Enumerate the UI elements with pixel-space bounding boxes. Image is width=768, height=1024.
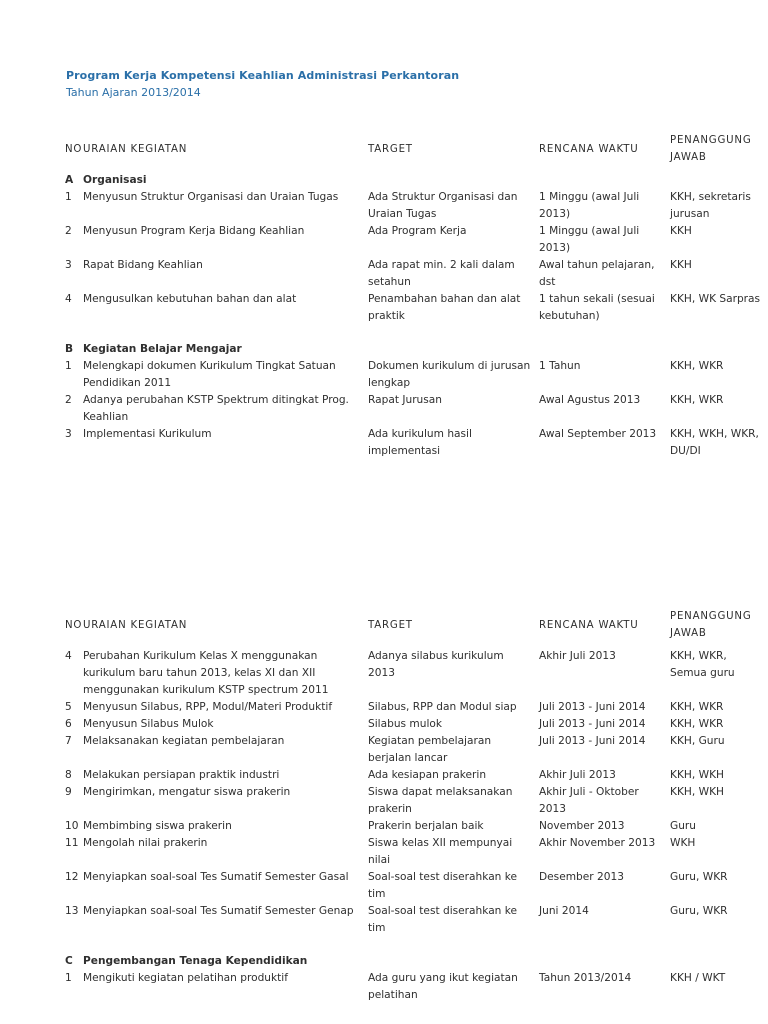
row-waktu: 1 Minggu (awal Juli 2013) (539, 191, 640, 220)
header-no: NO (65, 619, 83, 631)
row-pj: KKH / WKT (670, 972, 726, 984)
row-waktu: Awal September 2013 (539, 428, 657, 440)
document-subtitle: Tahun Ajaran 2013/2014 (66, 86, 201, 99)
table-header-row (61, 608, 767, 648)
row-uraian: Mengolah nilai prakerin (83, 837, 208, 849)
row-target: Adanya silabus kurikulum 2013 (368, 650, 504, 679)
document-title: Program Kerja Kompetensi Keahlian Administrasi Perkantoran (66, 69, 460, 82)
row-no: 13 (65, 905, 79, 917)
row-target: Ada guru yang ikut kegiatan pelatihan (368, 972, 518, 1001)
header-waktu: RENCANA WAKTU (539, 619, 639, 631)
row-waktu: Awal tahun pelajaran, dst (539, 259, 655, 288)
row-target: Penambahan bahan dan alat praktik (368, 293, 521, 322)
table-row (61, 223, 767, 257)
row-pj: KKH, WKR (670, 718, 724, 730)
row-waktu: 1 tahun sekali (sesuai kebutuhan) (539, 293, 655, 322)
header-penanggung-jawab: PENANGGUNG JAWAB (670, 611, 752, 639)
work-program-table-1 (61, 132, 767, 460)
row-target: Ada kurikulum hasil implementasi (368, 428, 472, 457)
section-letter: C (65, 955, 73, 967)
table-row (61, 733, 767, 767)
row-waktu: Akhir Juli 2013 (539, 650, 616, 662)
row-target: Silabus, RPP dan Modul siap (368, 701, 517, 713)
row-pj: KKH, WKH (670, 786, 724, 798)
row-waktu: Juli 2013 - Juni 2014 (539, 718, 646, 730)
row-target: Ada rapat min. 2 kali dalam setahun (368, 259, 515, 288)
section-title: Pengembangan Tenaga Kependidikan (83, 955, 308, 967)
row-waktu: Juli 2013 - Juni 2014 (539, 701, 646, 713)
row-no: 12 (65, 871, 79, 883)
table-row (61, 291, 767, 325)
row-target: Kegiatan pembelajaran berjalan lancar (368, 735, 492, 764)
row-target: Soal-soal test diserahkan ke tim (368, 905, 518, 934)
section-letter: A (65, 174, 74, 186)
row-target: Soal-soal test diserahkan ke tim (368, 871, 518, 900)
table-row (61, 716, 767, 733)
section-letter: B (65, 343, 74, 355)
table-row (61, 970, 767, 1004)
row-pj: KKH, WKH (670, 769, 724, 781)
row-pj: Guru (670, 820, 696, 832)
section-row-b (61, 341, 767, 358)
header-waktu: RENCANA WAKTU (539, 143, 639, 155)
row-pj: KKH, WKH, WKR, DU/DI (670, 428, 759, 457)
row-target: Rapat Jurusan (368, 394, 442, 406)
row-no: 2 (65, 225, 72, 237)
row-target: Silabus mulok (368, 718, 443, 730)
row-uraian: Menyusun Program Kerja Bidang Keahlian (83, 225, 305, 237)
row-uraian: Mengikuti kegiatan pelatihan produktif (83, 972, 288, 984)
row-pj: WKH (670, 837, 696, 849)
row-pj: KKH, WKR (670, 360, 724, 372)
row-target: Prakerin berjalan baik (368, 820, 484, 832)
row-target: Siswa kelas XII mempunyai nilai (368, 837, 513, 866)
row-uraian: Menyusun Silabus, RPP, Modul/Materi Produktif (83, 701, 333, 713)
section-title: Kegiatan Belajar Mengajar (83, 343, 242, 355)
row-uraian: Menyusun Silabus Mulok (83, 718, 214, 730)
row-target: Dokumen kurikulum di jurusan lengkap (368, 360, 531, 389)
header-target: TARGET (368, 143, 413, 155)
row-no: 1 (65, 360, 72, 372)
row-no: 3 (65, 259, 72, 271)
row-waktu: Juli 2013 - Juni 2014 (539, 735, 646, 747)
header-no: NO (65, 143, 83, 155)
row-uraian: Menyiapkan soal-soal Tes Sumatif Semester Gasal (83, 871, 349, 883)
header-uraian: URAIAN KEGIATAN (83, 143, 188, 155)
table-row (61, 189, 767, 223)
row-pj: KKH, WKR, Semua guru (670, 650, 735, 679)
table-header-row (61, 132, 767, 172)
section-title: Organisasi (83, 174, 147, 186)
table-row (61, 767, 767, 784)
row-pj: KKH (670, 225, 692, 237)
row-no: 11 (65, 837, 79, 849)
row-uraian: Menyusun Struktur Organisasi dan Uraian Tugas (83, 191, 339, 203)
row-pj: KKH, WKR (670, 701, 724, 713)
row-waktu: Desember 2013 (539, 871, 624, 883)
table-row (61, 835, 767, 869)
row-waktu: Juni 2014 (539, 905, 589, 917)
row-target: Ada Struktur Organisasi dan Uraian Tugas (368, 191, 518, 220)
row-uraian: Mengirimkan, mengatur siswa prakerin (83, 786, 291, 798)
row-pj: KKH, WK Sarpras (670, 293, 761, 305)
row-pj: Guru, WKR (670, 871, 728, 883)
row-waktu: Akhir November 2013 (539, 837, 656, 849)
row-waktu: Awal Agustus 2013 (539, 394, 641, 406)
row-uraian: Perubahan Kurikulum Kelas X menggunakan kurikulum baru tahun 2013, kelas XI dan XII menggunakan kurikulum KSTP spectrum 2011 (83, 650, 329, 696)
section-row-a (61, 172, 767, 189)
row-uraian: Adanya perubahan KSTP Spektrum ditingkat Prog. Keahlian (83, 394, 349, 423)
row-no: 6 (65, 718, 72, 730)
row-uraian: Implementasi Kurikulum (83, 428, 212, 440)
row-pj: Guru, WKR (670, 905, 728, 917)
table-row (61, 392, 767, 426)
work-program-table-2 (61, 608, 767, 1004)
row-no: 10 (65, 820, 79, 832)
header-target: TARGET (368, 619, 413, 631)
table-row (61, 358, 767, 392)
section-row-c (61, 953, 767, 970)
row-uraian: Menyiapkan soal-soal Tes Sumatif Semester Genap (83, 905, 354, 917)
row-waktu: Akhir Juli 2013 (539, 769, 616, 781)
row-no: 4 (65, 650, 72, 662)
row-waktu: November 2013 (539, 820, 625, 832)
row-pj: KKH, Guru (670, 735, 725, 747)
table-row (61, 257, 767, 291)
table-row (61, 699, 767, 716)
row-uraian: Melaksanakan kegiatan pembelajaran (83, 735, 285, 747)
table-row (61, 648, 767, 699)
row-uraian: Melakukan persiapan praktik industri (83, 769, 280, 781)
row-no: 4 (65, 293, 72, 305)
row-no: 5 (65, 701, 72, 713)
row-waktu: Akhir Juli - Oktober 2013 (539, 786, 639, 815)
row-uraian: Membimbing siswa prakerin (83, 820, 232, 832)
row-waktu: 1 Tahun (539, 360, 581, 372)
row-waktu: 1 Minggu (awal Juli 2013) (539, 225, 640, 254)
row-no: 1 (65, 972, 72, 984)
spacer-row (61, 937, 767, 953)
row-no: 9 (65, 786, 72, 798)
spacer-row (61, 325, 767, 341)
row-no: 7 (65, 735, 72, 747)
row-uraian: Rapat Bidang Keahlian (83, 259, 203, 271)
row-uraian: Melengkapi dokumen Kurikulum Tingkat Satuan Pendidikan 2011 (83, 360, 336, 389)
row-waktu: Tahun 2013/2014 (539, 972, 632, 984)
row-pj: KKH, WKR (670, 394, 724, 406)
row-no: 1 (65, 191, 72, 203)
row-pj: KKH, sekretaris jurusan (670, 191, 751, 220)
table-row (61, 426, 767, 460)
row-no: 3 (65, 428, 72, 440)
header-uraian: URAIAN KEGIATAN (83, 619, 188, 631)
row-uraian: Mengusulkan kebutuhan bahan dan alat (83, 293, 297, 305)
header-penanggung-jawab: PENANGGUNG JAWAB (670, 135, 752, 163)
row-no: 2 (65, 394, 72, 406)
row-target: Siswa dapat melaksanakan prakerin (368, 786, 513, 815)
table-row (61, 784, 767, 818)
table-row (61, 818, 767, 835)
row-target: Ada Program Kerja (368, 225, 467, 237)
row-pj: KKH (670, 259, 692, 271)
table-row (61, 869, 767, 903)
row-no: 8 (65, 769, 72, 781)
row-target: Ada kesiapan prakerin (368, 769, 487, 781)
table-row (61, 903, 767, 937)
